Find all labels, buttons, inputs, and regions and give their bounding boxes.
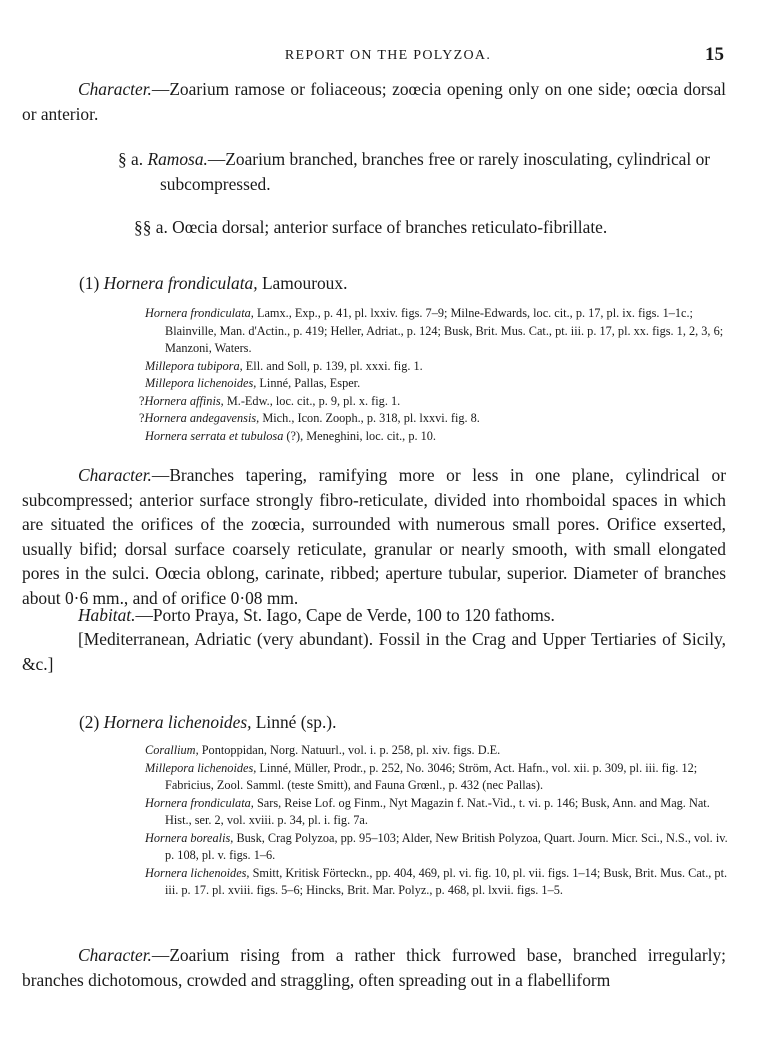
synonym-name: Hornera frondiculata,	[145, 306, 254, 320]
section-a-name: Ramosa.	[147, 149, 208, 169]
synonym-entry	[145, 742, 729, 760]
species2-synonymy	[145, 742, 729, 900]
synonym-ref: M.-Edw., loc. cit., p. 9, pl. x. fig. 1.	[226, 393, 401, 408]
query-mark: ?	[139, 393, 145, 408]
species1-habitat-paragraph	[22, 603, 726, 628]
synonym-entry	[139, 393, 729, 411]
synonym-entry	[145, 760, 729, 795]
species1-synonymy	[139, 305, 729, 445]
section-dorsal-oecia	[134, 215, 734, 240]
species1-heading	[79, 271, 719, 296]
species1-habitat-label: Habitat.	[78, 605, 136, 625]
synonym-name: Millepora lichenoides,	[145, 376, 257, 390]
species1-distribution-paragraph: [Mediterranean, Adriatic (very abundant). Fossil in the Crag and Upper Tertiaries of Sicily, &c.]	[22, 629, 726, 674]
synonym-ref: Lamx., Exp., p. 41, pl. lxxiv. figs. 7–9; Milne-Edwards, loc. cit., p. 17, pl. ix. figs. 1–1c.; Blainville, Man. d'Actin., p. 419; Heller, Adriat., p. 124; Busk, Brit. Mus. Cat., pt. iii. p. 17, pl. xx. figs. 1, 2, 3, 6; Manzoni, Waters.	[165, 306, 724, 355]
synonym-name: Hornera serrata et tubulosa	[145, 428, 284, 443]
synonym-entry	[145, 358, 729, 376]
query-mark: ?	[139, 411, 145, 425]
page-number: 15	[705, 44, 724, 65]
synonym-ref: Busk, Crag Polyzoa, pp. 95–103; Alder, New British Polyzoa, Quart. Journ. Micr. Sci., N.S., vol. iv. p. 108, pl. v. figs. 1–6.	[165, 830, 728, 862]
synonym-ref: Sars, Reise Lof. og Finm., Nyt Magazin f. Nat.-Vid., t. vi. p. 146; Busk, Ann. and Mag. Nat. Hist., ser. 2, vol. xviii. p. 34, pl. i. fig. 7a.	[165, 795, 710, 827]
synonym-name: Hornera affinis,	[144, 393, 224, 408]
synonym-entry	[145, 830, 729, 865]
synonym-name: Millepora lichenoides,	[145, 760, 257, 775]
species1-character-paragraph	[22, 463, 726, 610]
synonym-ref: Mich., Icon. Zooph., p. 318, pl. lxxvi. fig. 8.	[262, 411, 480, 425]
species1-habitat-text: —Porto Praya, St. Iago, Cape de Verde, 100 to 120 fathoms.	[135, 605, 555, 625]
intro-character-text: —Zoarium ramose or foliaceous; zoœcia opening only on one side; oœcia dorsal or anterior.	[22, 79, 726, 124]
synonym-ref: Smitt, Kritisk Förteckn., pp. 404, 469, pl. vi. fig. 10, pl. vii. figs. 1–14; Busk, Brit. Mus. Cat., pt. iii. p. 17. pl. xviii. figs. 5–6; Hincks, Brit. Mar. Polyz., p. 468, pl. lxvii. figs. 1–5.	[165, 865, 728, 897]
species2-number: (2)	[79, 712, 100, 732]
species2-name: Hornera lichenoides,	[103, 712, 252, 732]
synonym-entry	[145, 428, 729, 446]
synonym-name: Corallium,	[145, 743, 199, 757]
species2-author: Linné (sp.).	[255, 712, 337, 732]
species1-author: Lamouroux.	[261, 273, 348, 293]
intro-character-label: Character.	[78, 79, 152, 99]
species2-heading	[79, 710, 719, 735]
synonym-ref: Linné, Pallas, Esper.	[259, 376, 361, 390]
species1-character-text: —Branches tapering, ramifying more or less in one plane, cylindrical or subcompressed; anterior surface strongly fibro-reticulate, divided into rhomboidal spaces in which are situated the orifices of the zoœcia, surrounded with numerous small pores. Orifice exserted, usually bifid; dorsal surface coarsely reticulate, granular or nearly smooth, with small elongated pores in the sulci. Oœcia oblong, carinate, ribbed; aperture tubular, superior. Diameter of branches about 0·6 mm., and of orifice 0·08 mm.	[22, 465, 726, 608]
synonym-entry	[145, 375, 729, 393]
synonym-ref: Pontoppidan, Norg. Natuurl., vol. i. p. 258, pl. xiv. figs. D.E.	[201, 743, 501, 757]
synonym-ref: (?), Meneghini, loc. cit., p. 10.	[286, 428, 436, 443]
section-a-mark: § a.	[118, 149, 144, 169]
synonym-entry	[145, 795, 729, 830]
synonym-name: Hornera frondiculata,	[145, 795, 254, 810]
synonym-name: Hornera borealis,	[145, 830, 234, 845]
synonym-entry	[139, 410, 729, 428]
synonym-ref: Linné, Müller, Prodr., p. 252, No. 3046; Ström, Act. Hafn., vol. xii. p. 309, pl. iii. fig. 12; Fabricius, Zool. Samml. (teste Smitt), and Fauna Grœnl., p. 432 (nec Pallas).	[165, 760, 698, 792]
species2-character-text: —Zoarium rising from a rather thick furrowed base, branched irregularly; branches dichotomous, crowded and straggling, often spreading out in a flabelliform	[22, 945, 726, 990]
synonym-name: Hornera andegavensis,	[144, 411, 260, 425]
species2-character-label: Character.	[78, 945, 152, 965]
section-ramosa	[118, 147, 768, 196]
species1-number: (1)	[79, 273, 100, 293]
running-head	[0, 42, 776, 68]
species1-character-label: Character.	[78, 465, 152, 485]
synonym-ref: Ell. and Soll, p. 139, pl. xxxi. fig. 1.	[245, 358, 423, 373]
section-aa-text: Oœcia dorsal; anterior surface of branches reticulato-fibrillate.	[172, 217, 608, 237]
species1-name: Hornera frondiculata,	[103, 273, 258, 293]
synonym-entry	[145, 865, 729, 900]
section-aa-mark: §§ a.	[134, 217, 168, 237]
species2-character-paragraph	[22, 943, 726, 992]
synonym-entry	[145, 305, 729, 358]
intro-character-paragraph	[22, 77, 726, 126]
section-a-text: —Zoarium branched, branches free or rarely inosculating, cylindrical or subcompressed.	[160, 149, 711, 194]
running-title: REPORT ON THE POLYZOA.	[284, 48, 492, 63]
synonym-name: Millepora tubipora,	[145, 358, 243, 373]
synonym-name: Hornera lichenoides,	[145, 865, 250, 880]
